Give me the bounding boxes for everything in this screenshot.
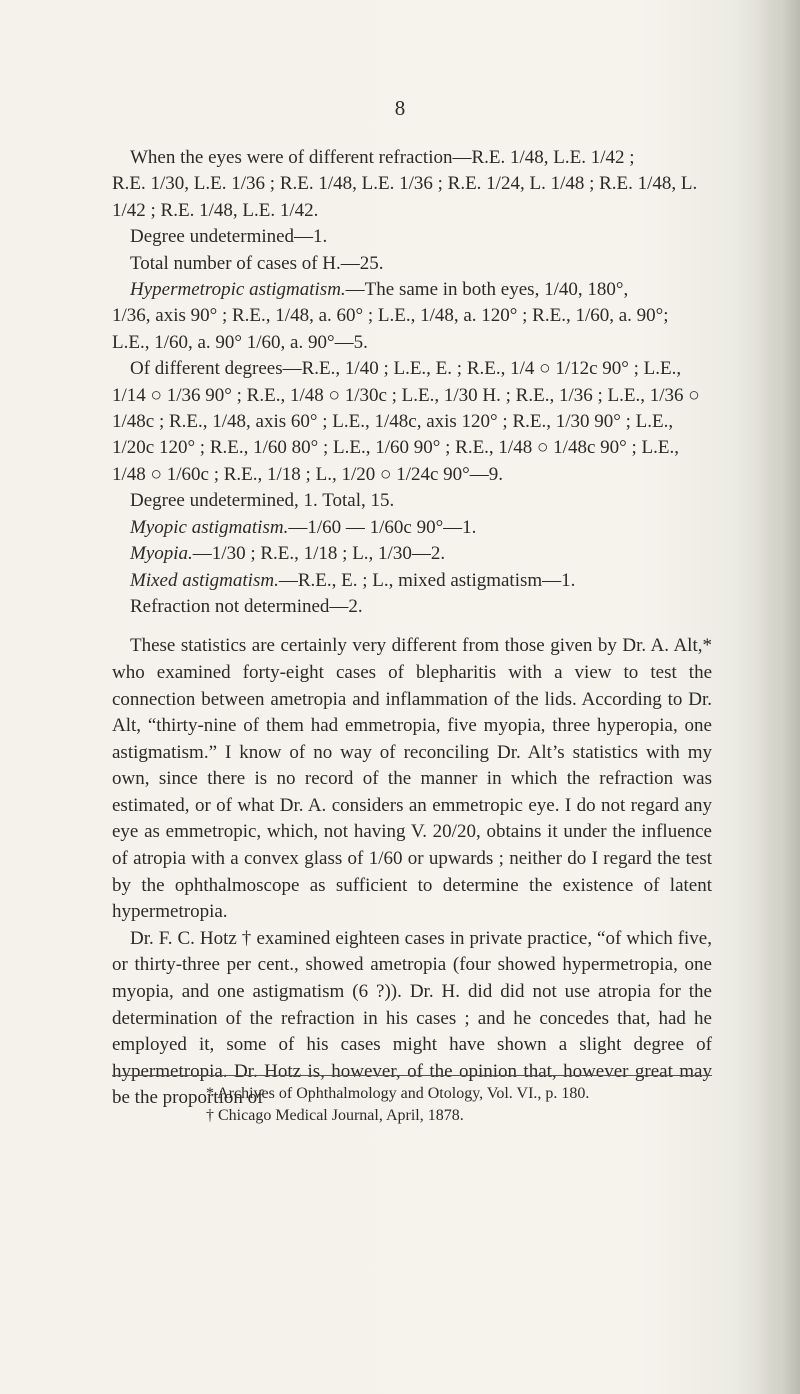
text-span: —The same in both eyes, 1/40, 180°,	[345, 279, 629, 301]
text-line: When the eyes were of different refraction—R.E. 1/48, L.E. 1/42 ;	[130, 147, 635, 168]
footnote: † Chicago Medical Journal, April, 1878.	[206, 1107, 464, 1124]
mixed-astigmatism-entry	[112, 568, 712, 594]
text-line: 1/36, axis 90° ; R.E., 1/48, a. 60° ; L.E., 1/48, a. 120° ; R.E., 1/60, a. 90°;	[112, 305, 669, 327]
myopia-entry	[112, 541, 712, 567]
text-line: Degree undetermined, 1. Total, 15.	[130, 490, 395, 512]
text-line: Refraction not determined—2.	[130, 595, 363, 617]
text-line: 1/48 ○ 1/60c ; R.E., 1/18 ; L., 1/20 ○ 1/24c 90°—9.	[112, 463, 504, 485]
section-heading: Mixed astigmatism.	[130, 569, 279, 591]
text-span: —R.E., E. ; L., mixed astigmatism—1.	[278, 569, 576, 591]
page-number: 8	[394, 96, 406, 120]
text-line: Of different degrees—R.E., 1/40 ; L.E., E. ; R.E., 1/4 ○ 1/12c 90° ; L.E.,	[130, 358, 682, 380]
footnote: * Archives of Ophthalmology and Otology, Vol. VI., p. 180.	[206, 1085, 590, 1102]
section-heading: Myopia.	[130, 543, 193, 565]
section-heading: Myopic astigmatism.	[130, 516, 289, 538]
text-line: 1/14 ○ 1/36 90° ; R.E., 1/48 ○ 1/30c ; L.E., 1/30 H. ; R.E., 1/36 ; L.E., 1/36 ○	[112, 384, 700, 406]
paragraph-hotz: Dr. F. C. Hotz † examined eighteen cases in private practice, “of which five, or thirty-three per cent., showed ametropia (four showed hypermetropia, one myopia, and one astigmatism (6 ?)). Dr. H. did did not use atropia for the determination of the refraction in his cases ; and he concedes that, had he employed it, some of his cases might have shown a slight degree of hypermetropia. Dr. Hotz is, however, of the opinion that, however great may be the proportion of	[112, 927, 712, 1109]
footnotes	[206, 1083, 726, 1127]
myopic-astigmatism-entry	[112, 515, 712, 541]
section-heading: Hypermetropic astigmatism.	[130, 279, 346, 301]
body-text	[112, 145, 712, 1112]
text-line: Degree undetermined—1.	[130, 226, 328, 248]
text-line: 1/48c ; R.E., 1/48, axis 60° ; L.E., 1/48c, axis 120° ; R.E., 1/30 90° ; L.E.,	[112, 411, 674, 433]
hypermetropic-astigmatism-entry	[112, 277, 712, 303]
paragraph-alt-statistics: These statistics are certainly very different from those given by Dr. A. Alt,* who examined forty-eight cases of blepharitis with a view to test the connection between ametropia and inflammation of the lids. According to Dr. Alt, “thirty-nine of them had emmetropia, five myopia, three hyperopia, one astigmatism.” I know of no way of reconciling Dr. Alt’s statistics with my own, since there is no record of the manner in which the refraction was estimated, or of what Dr. A. considers an emmetropic eye. I do not regard any eye as emmetropic, which, not having V. 20/20, obtains it under the influence of atropia with a convex glass of 1/60 or upwards ; neither do I regard the test by the ophthalmoscope as sufficient to determine the existence of latent hypermetropia.	[112, 635, 712, 923]
text-line: L.E., 1/60, a. 90° 1/60, a. 90°—5.	[112, 331, 368, 353]
text-line: 1/20c 120° ; R.E., 1/60 80° ; L.E., 1/60 90° ; R.E., 1/48 ○ 1/48c 90° ; L.E.,	[112, 437, 679, 459]
footnote-rule	[112, 1075, 712, 1076]
text-line: Total number of cases of H.—25.	[130, 252, 384, 274]
text-line: 1/42 ; R.E. 1/48, L.E. 1/42.	[112, 199, 319, 221]
text-span: —1/60 — 1/60c 90°—1.	[288, 516, 477, 538]
text-line: R.E. 1/30, L.E. 1/36 ; R.E. 1/48, L.E. 1/36 ; R.E. 1/24, L. 1/48 ; R.E. 1/48, L.	[112, 173, 698, 195]
text-span: —1/30 ; R.E., 1/18 ; L., 1/30—2.	[192, 543, 446, 565]
page-edge-shadow	[760, 0, 800, 1394]
